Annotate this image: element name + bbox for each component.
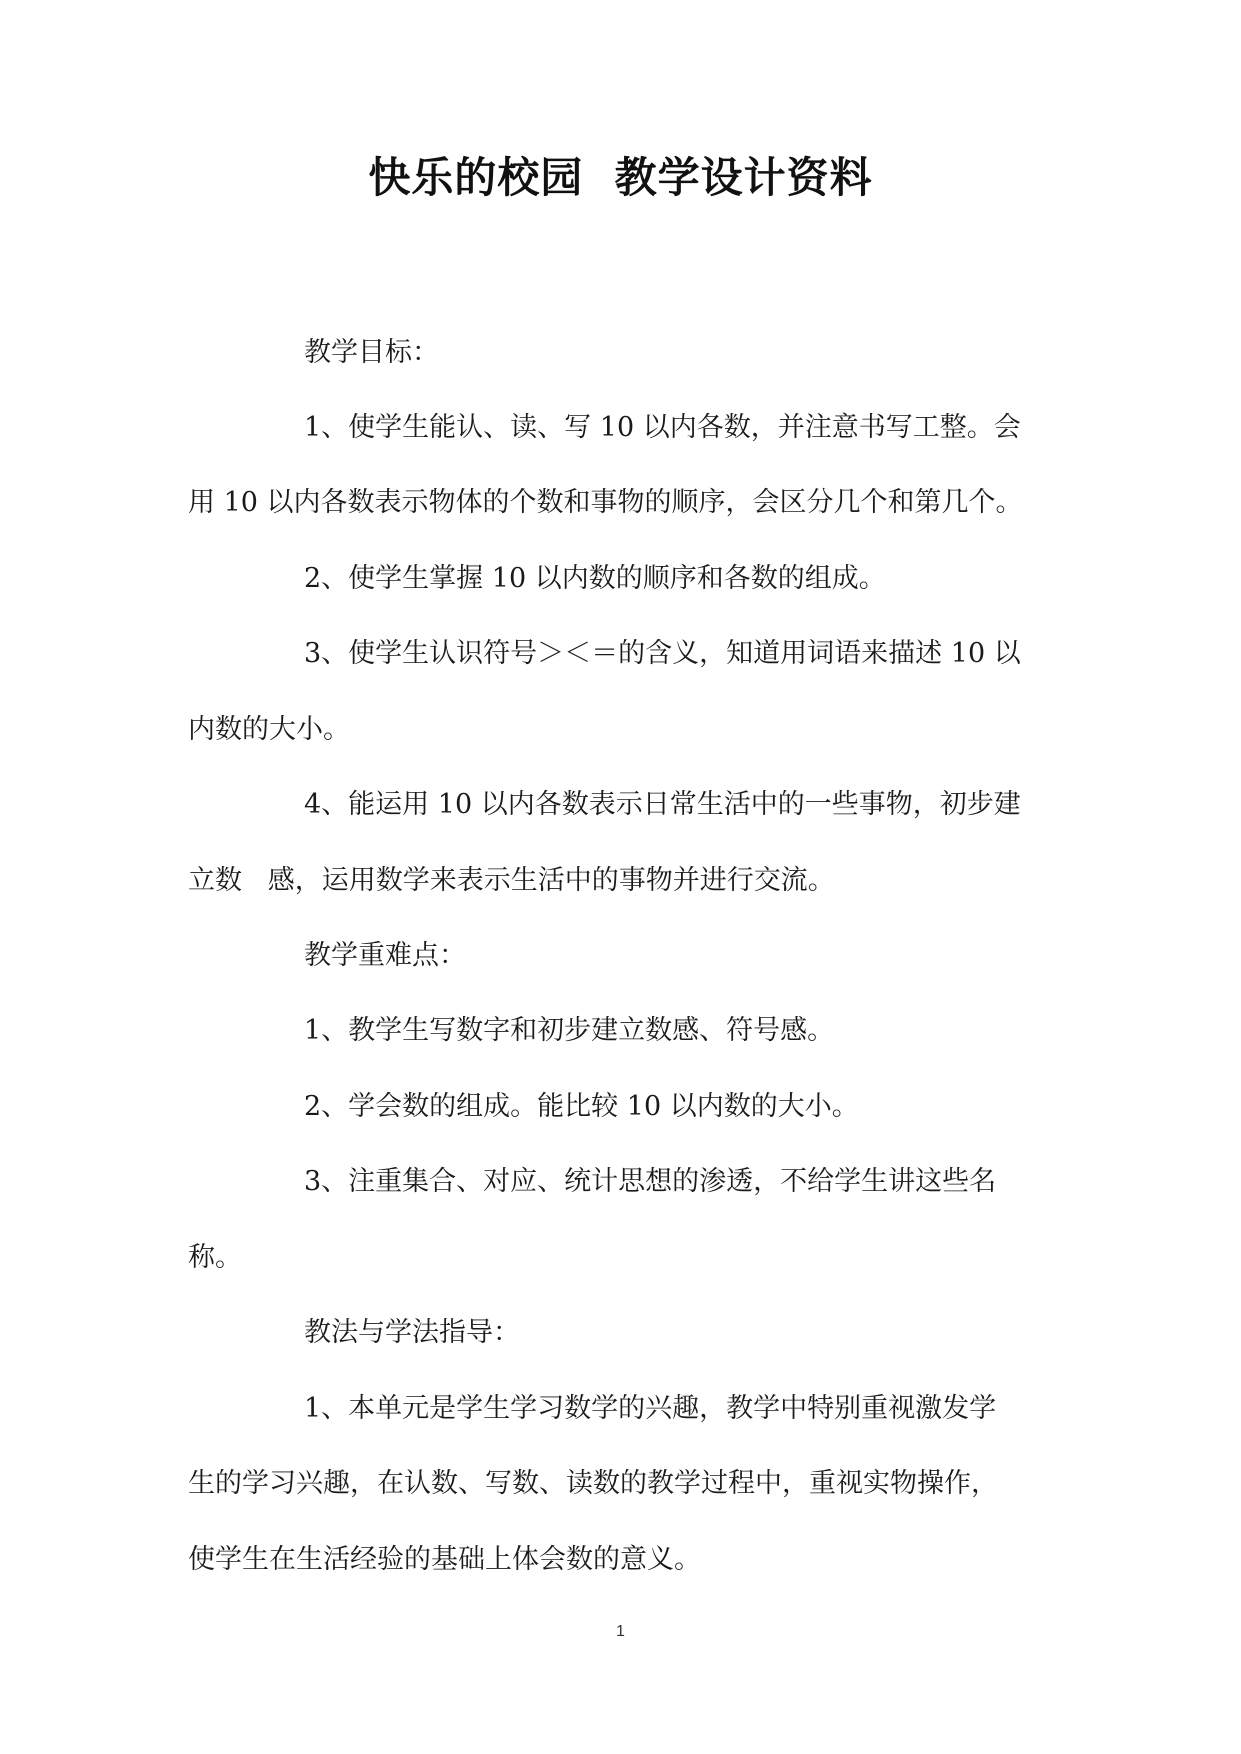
paragraph-line: 3、注重集合、对应、统计思想的渗透，不给学生讲这些名 [304,1166,997,1197]
paragraph-line: 2、使学生掌握 10 以内数的顺序和各数的组成。 [304,563,886,594]
paragraph-line: 4、能运用 10 以内各数表示日常生活中的一些事物，初步建 [304,789,1021,820]
section-heading-methods: 教法与学法指导： [304,1317,520,1348]
paragraph-line: 内数的大小。 [188,714,350,745]
paragraph-line: 1、使学生能认、读、写 10 以内各数，并注意书写工整。会 [304,412,1021,443]
paragraph-line: 立数 感，运用数学来表示生活中的事物并进行交流。 [188,865,835,896]
section-heading-objectives: 教学目标： [304,337,439,368]
paragraph-line: 称。 [188,1242,242,1273]
paragraph-line: 使学生在生活经验的基础上体会数的意义。 [188,1544,701,1575]
section-heading-key-points: 教学重难点： [304,940,466,971]
paragraph-line: 1、教学生写数字和初步建立数感、符号感。 [304,1015,835,1046]
paragraph-line: 用 10 以内各数表示物体的个数和事物的顺序，会区分几个和第几个。 [188,487,1023,518]
paragraph-line: 2、学会数的组成。能比较 10 以内数的大小。 [304,1091,859,1122]
paragraph-line: 1、本单元是学生学习数学的兴趣，教学中特别重视激发学 [304,1393,997,1424]
paragraph-line: 生的学习兴趣，在认数、写数、读数的教学过程中，重视实物操作， [188,1468,998,1499]
paragraph-line: 3、使学生认识符号＞＜＝的含义，知道用词语来描述 10 以 [304,638,1021,669]
page-number: 1 [616,1623,625,1640]
document-title: 快乐的校园 教学设计资料 [368,153,873,202]
